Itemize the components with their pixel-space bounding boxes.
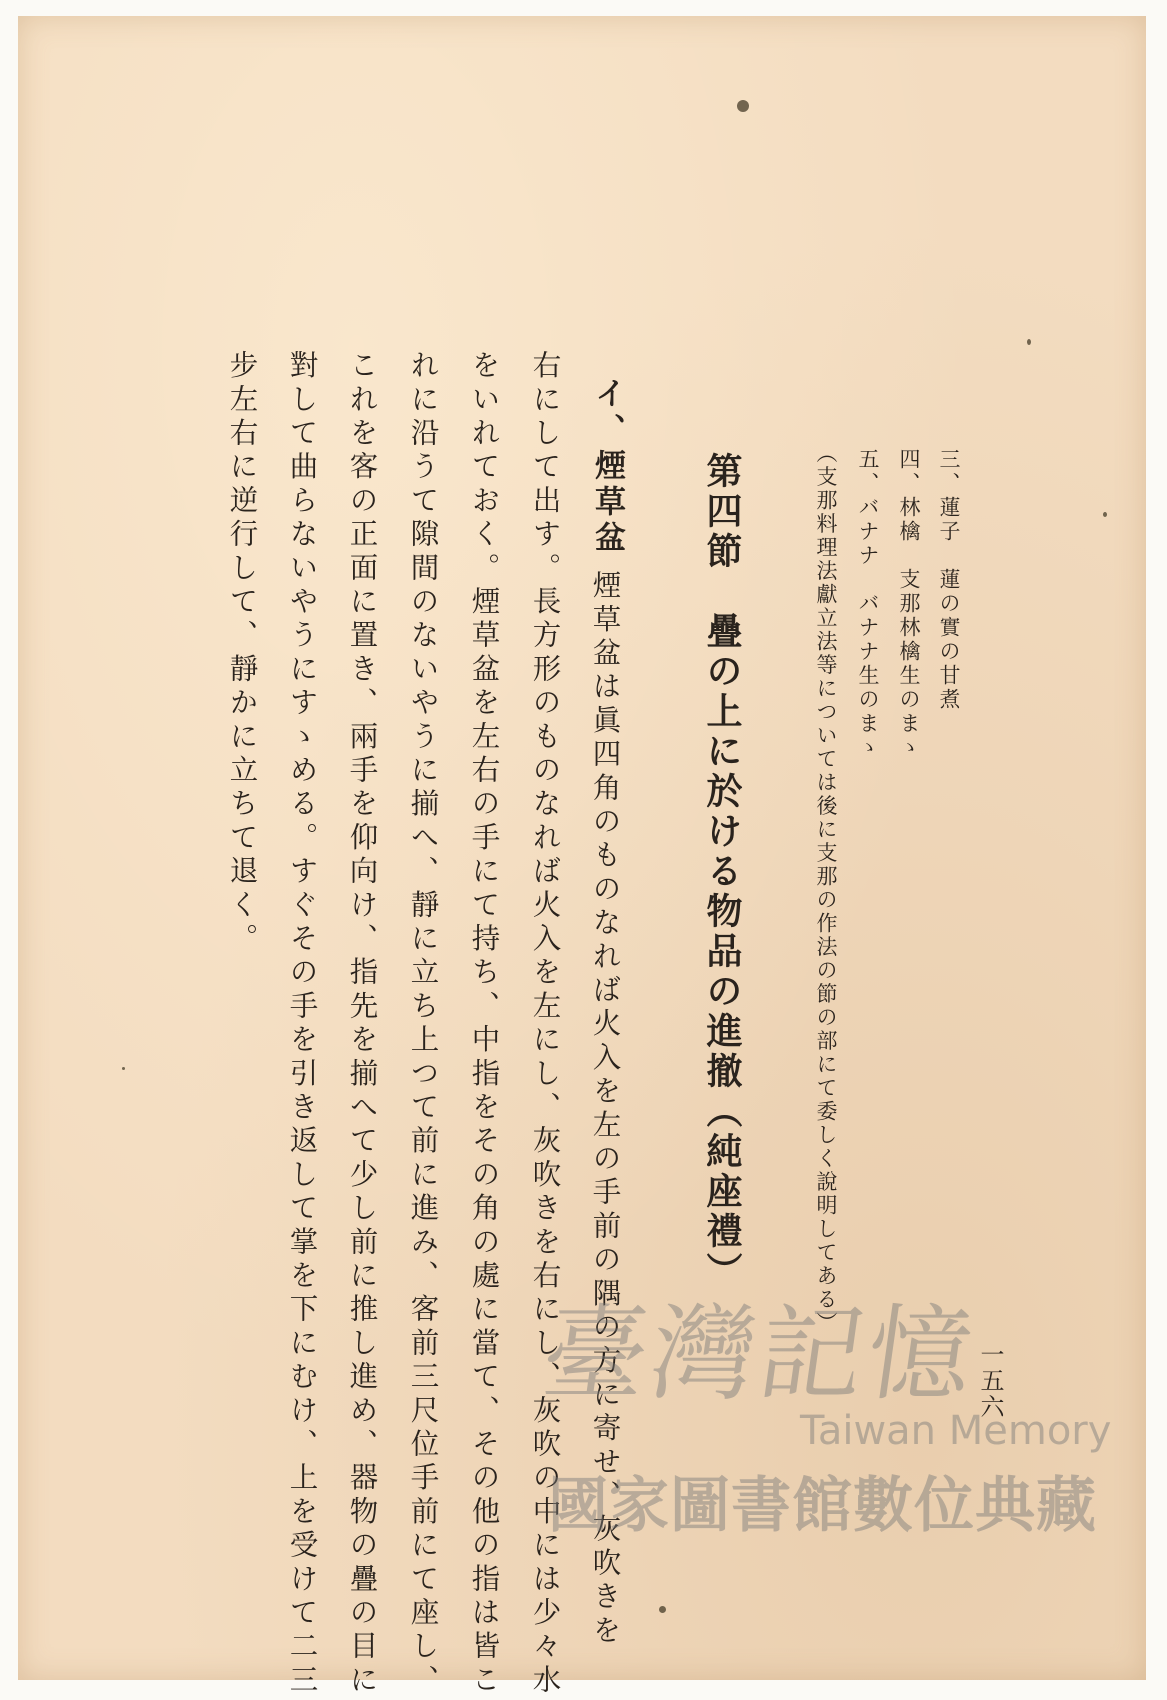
body-text-line: 煙草盆は眞四角のものなれば火入を左の手前の隅の方に寄せ、灰吹きを bbox=[588, 570, 622, 1649]
body-text-line: これを客の正面に置き、兩手を仰向け、指先を揃へて少し前に推し進め、器物の疊の目に bbox=[345, 350, 379, 1698]
section-heading: 第四節 疊の上に於ける物品の進撤（純座禮） bbox=[701, 452, 743, 1292]
watermark-taiwan-memory-english: Taiwan Memory bbox=[800, 1408, 1112, 1454]
ink-speck bbox=[659, 1606, 666, 1613]
menu-item-banana: 五、バナナ バナナ生のまゝ bbox=[856, 448, 880, 760]
body-text-line: 對して曲らないやうにすゝめる。すぐその手を引き返して掌を下にむけ、上を受けて二三 bbox=[285, 350, 319, 1698]
ink-speck bbox=[737, 100, 749, 112]
watermark-national-library: 國家圖書館數位典藏 bbox=[548, 1471, 1097, 1541]
body-text-line: れに沿うて隙間のないやうに揃へ、靜に立ち上つて前に進み、客前三尺位手前にて座し、 bbox=[406, 350, 440, 1698]
body-text-line: 步左右に逆行して、靜かに立ちて退く。 bbox=[225, 350, 259, 957]
ink-speck bbox=[1027, 339, 1031, 345]
subheading-tobacco-tray: イ、煙草盆 bbox=[589, 377, 625, 557]
cooking-note: （支那料理法獻立法等については後に支那の作法の節の部にて委しく說明してある） bbox=[814, 442, 838, 1335]
ink-speck bbox=[122, 1067, 125, 1070]
menu-item-lotus-seeds: 三、蓮子 蓮の實の甘煮 bbox=[937, 448, 961, 712]
menu-item-apple: 四、林檎 支那林檎生のまゝ bbox=[897, 448, 921, 760]
ink-speck bbox=[1103, 512, 1107, 517]
page-number: 一五六 bbox=[976, 1342, 1004, 1420]
body-text-line: をいれておく。煙草盆を左右の手にて持ち、中指をその角の處に當て、その他の指は皆こ bbox=[467, 350, 501, 1698]
body-text-line: 右にして出す。長方形のものなれば火入を左にし、灰吹きを右にし、灰吹の中には少々水 bbox=[528, 350, 562, 1698]
watermark-taiwan-memory-chinese: 臺灣記憶 bbox=[535, 1293, 985, 1415]
